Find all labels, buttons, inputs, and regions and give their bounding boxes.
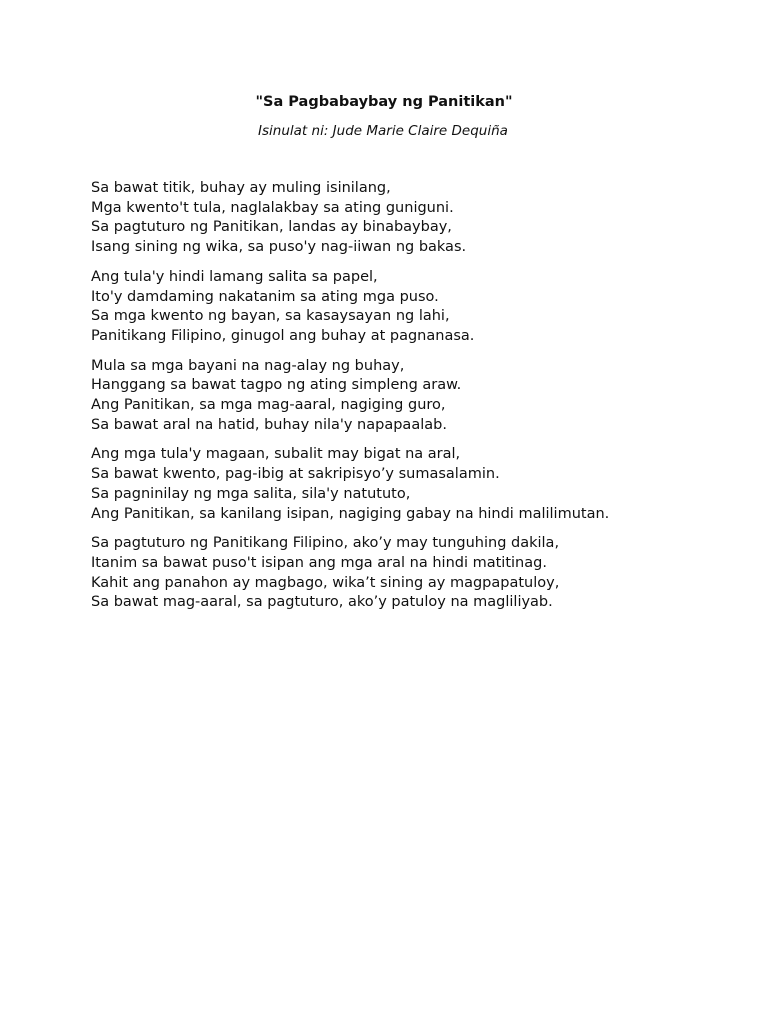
poem-line: Ang Panitikan, sa mga mag-aaral, nagiging guro, [91, 397, 446, 414]
poem-line: Mga kwento't tula, naglalakbay sa ating guniguni. [91, 199, 454, 216]
poem-line: Sa bawat titik, buhay ay muling isinilang, [91, 180, 391, 196]
poem-line: Kahit ang panahon ay magbago, wika’t sining ay magpapatuloy, [91, 574, 560, 591]
poem-author: Isinulat ni: Jude Marie Claire Dequiña [258, 123, 508, 139]
poem-line: Sa pagtuturo ng Panitikang Filipino, ako’y may tunguhing dakila, [91, 535, 560, 552]
stanza-2 [91, 268, 731, 347]
poem-line: Ito'y damdaming nakatanim sa ating mga puso. [91, 288, 439, 305]
poem-line: Hanggang sa bawat tagpo ng ating simpleng araw. [91, 377, 462, 394]
stanza-5 [91, 534, 731, 613]
poem-line: Sa bawat aral na hatid, buhay nila'y napapaalab. [91, 416, 447, 433]
poem-line: Mula sa mga bayani na nag-alay ng buhay, [91, 357, 405, 374]
poem-line: Sa pagtuturo ng Panitikan, landas ay binabaybay, [91, 219, 452, 236]
stanza-4 [91, 445, 731, 524]
poem-line: Isang sining ng wika, sa puso'y nag-iiwan ng bakas. [91, 239, 467, 256]
poem-line: Sa mga kwento ng bayan, sa kasaysayan ng lahi, [91, 308, 450, 325]
stanza-1 [91, 179, 731, 258]
poem-line: Ang tula'y hindi lamang salita sa papel, [91, 268, 378, 285]
poem-line: Ang mga tula'y magaan, subalit may bigat na aral, [91, 446, 461, 463]
poem-body [91, 179, 731, 623]
poem-line: Sa bawat mag-aaral, sa pagtuturo, ako’y patuloy na magliliyab. [91, 594, 553, 611]
poem-line: Sa pagninilay ng mga salita, sila'y natututo, [91, 485, 411, 502]
stanza-3 [91, 357, 731, 436]
poem-line: Ang Panitikan, sa kanilang isipan, nagiging gabay na hindi malilimutan. [91, 505, 610, 522]
poem-line: Panitikang Filipino, ginugol ang buhay at pagnanasa. [91, 327, 475, 344]
poem-title: "Sa Pagbabaybay ng Panitikan" [255, 94, 513, 110]
poem-line: Sa bawat kwento, pag-ibig at sakripisyo’y sumasalamin. [91, 466, 500, 483]
poem-line: Itanim sa bawat puso't isipan ang mga aral na hindi matitinag. [91, 554, 547, 571]
